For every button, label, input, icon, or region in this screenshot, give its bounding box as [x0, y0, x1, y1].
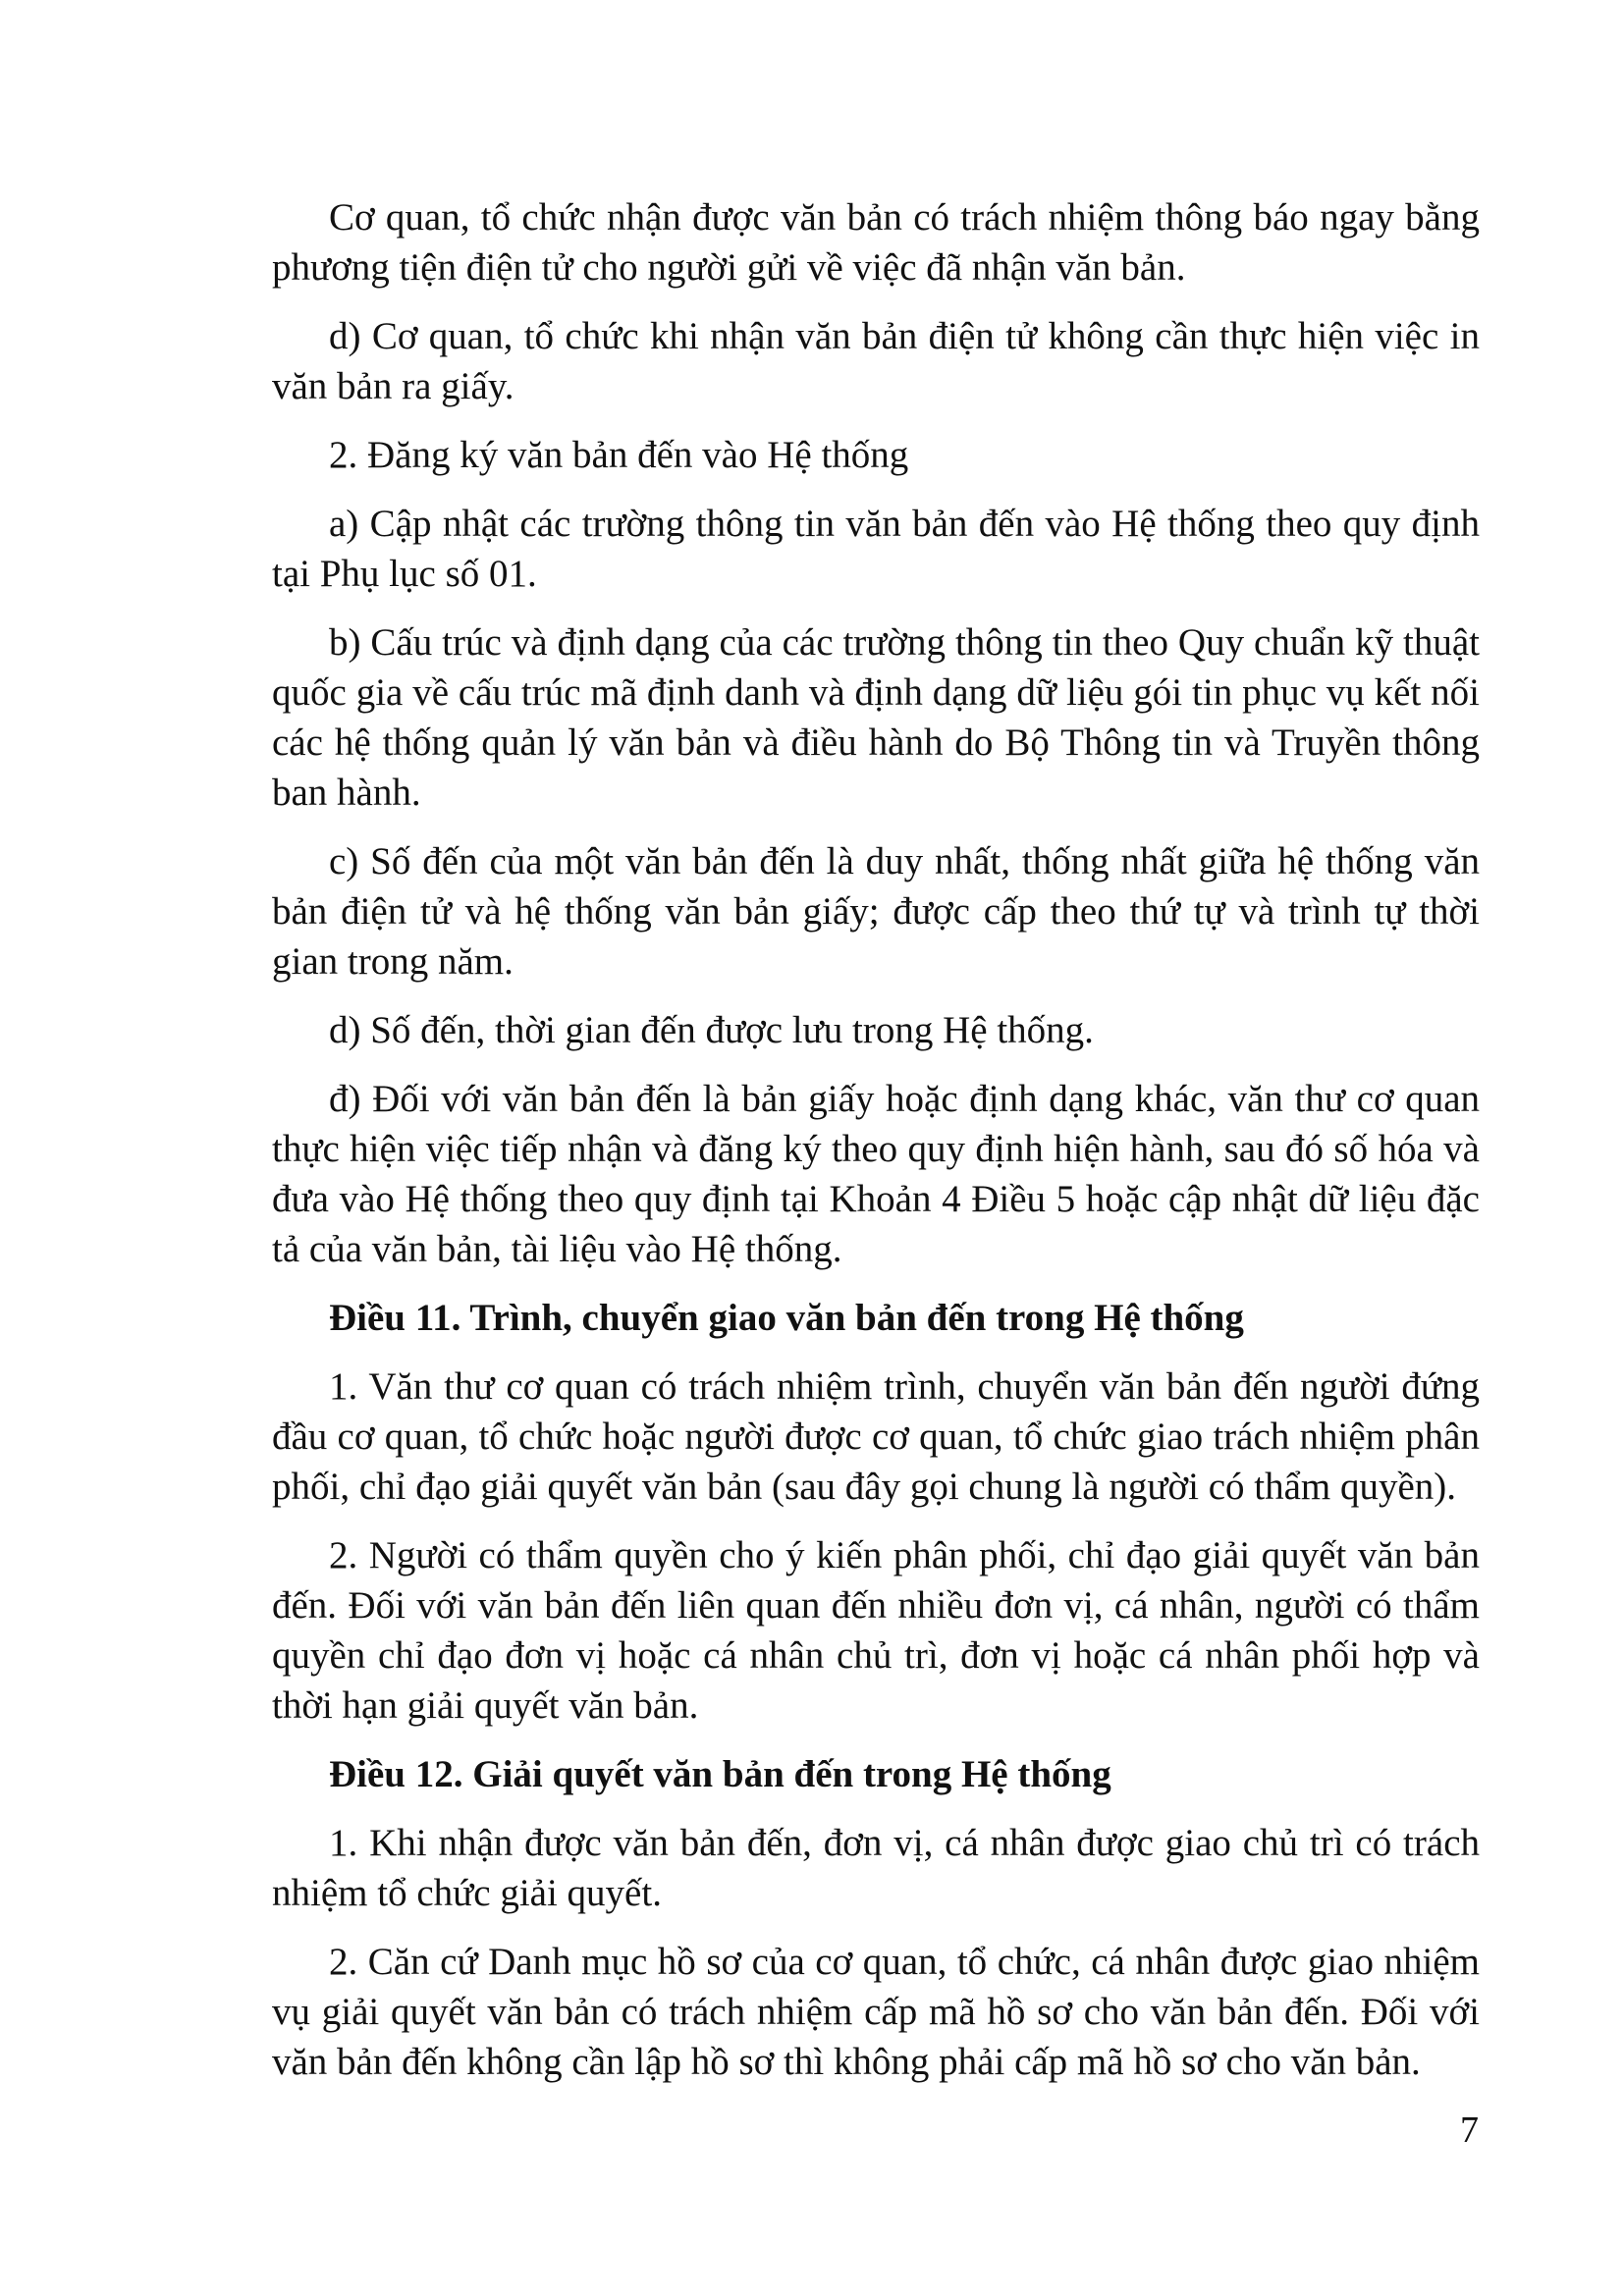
paragraph-dd-paper-documents: đ) Đối với văn bản đến là bản giấy hoặc định dạng khác, văn thư cơ quan thực hiện việc tiếp nhận và đăng ký theo quy định hiện hành, sau đó số hóa và đưa vào Hệ thống theo quy định tại Khoản 4 Điều 5 hoặc cập nhật dữ liệu đặc tả của văn bản, tài liệu vào Hệ thống.	[272, 1078, 1480, 1270]
paragraph-notify-sender: Cơ quan, tổ chức nhận được văn bản có trách nhiệm thông báo ngay bằng phương tiện điện tử cho người gửi về việc đã nhận văn bản.	[272, 196, 1480, 289]
paragraph-article-11-clause-1: 1. Văn thư cơ quan có trách nhiệm trình, chuyển văn bản đến người đứng đầu cơ quan, tổ chức hoặc người được cơ quan, tổ chức giao trách nhiệm phân phối, chỉ đạo giải quyết văn bản (sau đây gọi chung là người có thẩm quyền).	[272, 1365, 1480, 1508]
paragraph-d-stored-in-system: d) Số đến, thời gian đến được lưu trong Hệ thống.	[329, 1009, 1094, 1051]
paragraph-a-update-fields: a) Cập nhật các trường thông tin văn bản đến vào Hệ thống theo quy định tại Phụ lục số 01.	[272, 503, 1480, 595]
paragraph-c-incoming-number: c) Số đến của một văn bản đến là duy nhất, thống nhất giữa hệ thống văn bản điện tử và hệ thống văn bản giấy; được cấp theo thứ tự và trình tự thời gian trong năm.	[272, 840, 1480, 983]
page-number: 7	[1460, 2109, 1479, 2151]
article-11-heading: Điều 11. Trình, chuyển giao văn bản đến trong Hệ thống	[329, 1297, 1244, 1339]
paragraph-article-12-clause-2: 2. Căn cứ Danh mục hồ sơ của cơ quan, tổ chức, cá nhân được giao nhiệm vụ giải quyết văn bản có trách nhiệm cấp mã hồ sơ cho văn bản đến. Đối với văn bản đến không cần lập hồ sơ thì không phải cấp mã hồ sơ cho văn bản.	[272, 1941, 1480, 2083]
paragraph-d-no-print: d) Cơ quan, tổ chức khi nhận văn bản điện tử không cần thực hiện việc in văn bản ra giấy.	[272, 315, 1480, 407]
paragraph-b-structure-format: b) Cấu trúc và định dạng của các trường thông tin theo Quy chuẩn kỹ thuật quốc gia về cấu trúc mã định danh và định dạng dữ liệu gói tin phục vụ kết nối các hệ thống quản lý văn bản và điều hành do Bộ Thông tin và Truyền thông ban hành.	[272, 621, 1480, 814]
paragraph-article-11-clause-2: 2. Người có thẩm quyền cho ý kiến phân phối, chỉ đạo giải quyết văn bản đến. Đối với văn bản đến liên quan đến nhiều đơn vị, cá nhân, người có thẩm quyền chỉ đạo đơn vị hoặc cá nhân chủ trì, đơn vị hoặc cá nhân phối hợp và thời hạn giải quyết văn bản.	[272, 1534, 1480, 1727]
paragraph-article-12-clause-1: 1. Khi nhận được văn bản đến, đơn vị, cá nhân được giao chủ trì có trách nhiệm tổ chức giải quyết.	[272, 1822, 1480, 1914]
article-12-heading: Điều 12. Giải quyết văn bản đến trong Hệ thống	[329, 1753, 1111, 1795]
document-body	[272, 192, 1480, 2106]
paragraph-2-register: 2. Đăng ký văn bản đến vào Hệ thống	[329, 434, 909, 476]
